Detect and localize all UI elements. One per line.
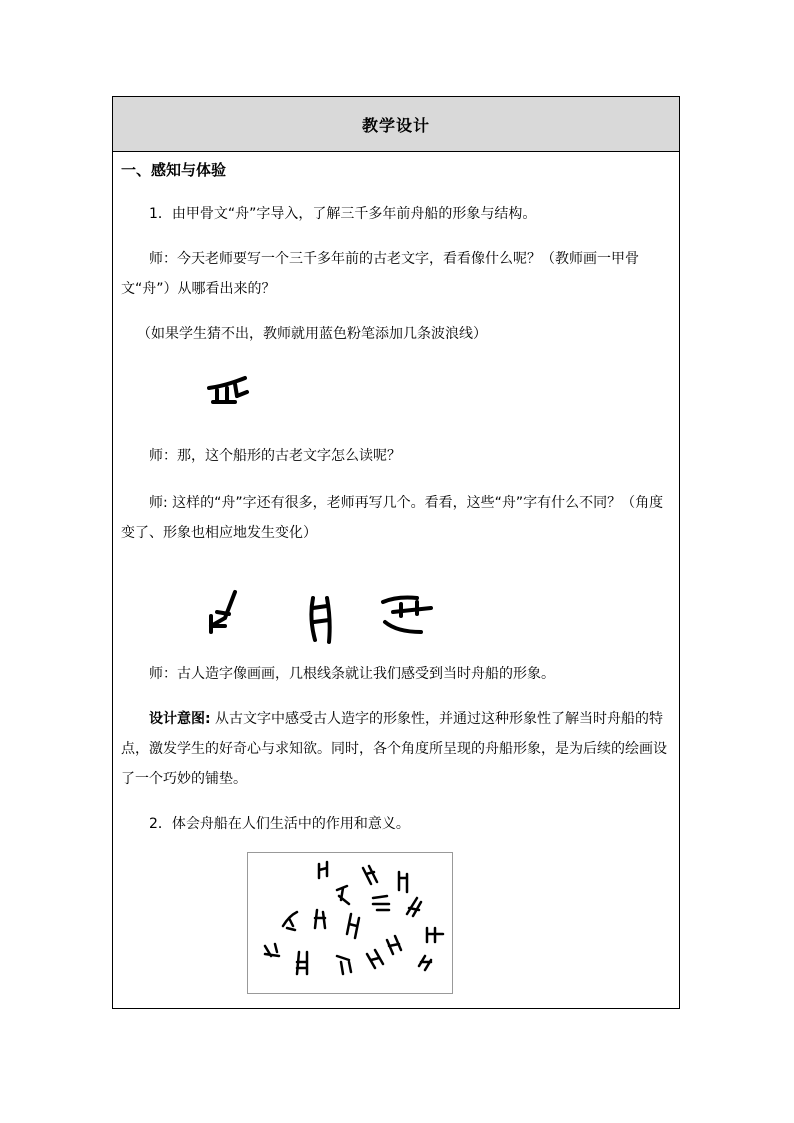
page-title: 教学设计: [361, 115, 430, 135]
lesson-table: [112, 96, 680, 1009]
step-1-text: 1．由甲骨文“舟”字导入，了解三千多年前舟船的形象与结构。: [149, 206, 537, 222]
table-body: [113, 152, 679, 1010]
oracle-zhou-glyph-c: [377, 592, 439, 642]
table-header: [113, 97, 679, 152]
oracle-zhou-glyph-b: [305, 594, 337, 646]
oracle-zhou-glyph-single: [205, 374, 255, 410]
section-heading: 一、感知与体验: [121, 161, 227, 179]
design-intent-paragraph: [121, 704, 673, 794]
teacher-line-2: 师：那，这个船形的古老文字怎么读呢？: [149, 448, 401, 464]
teacher-line-3: 师: 这样的“舟”字还有很多，老师再写几个。看看，这些“舟”字有什么不同？（角度变了、形象也相应地发生变化）: [121, 495, 664, 541]
zhou-glyph-collage: [247, 852, 453, 994]
oracle-zhou-glyph-a: [205, 588, 245, 638]
note-line: （如果学生猜不出，教师就用蓝色粉笔添加几条波浪线）: [137, 326, 487, 342]
teacher-line-4: 师：古人造字像画画，几根线条就让我们感受到当时舟船的形象。: [149, 666, 555, 682]
design-intent-label: 设计意图:: [149, 711, 211, 727]
step-2-text: 2．体会舟船在人们生活中的作用和意义。: [149, 816, 410, 832]
teacher-line-1: 师：今天老师要写一个三千多年前的古老文字，看看像什么呢？（教师画一甲骨文“舟”）从哪看出来的？: [121, 251, 639, 297]
design-intent-text: 从古文字中感受古人造字的形象性，并通过这种形象性了解当时舟船的特点，激发学生的好奇心与求知欲。同时，各个角度所呈现的舟船形象，是为后续的绘画设了一个巧妙的铺垫。: [121, 711, 667, 787]
